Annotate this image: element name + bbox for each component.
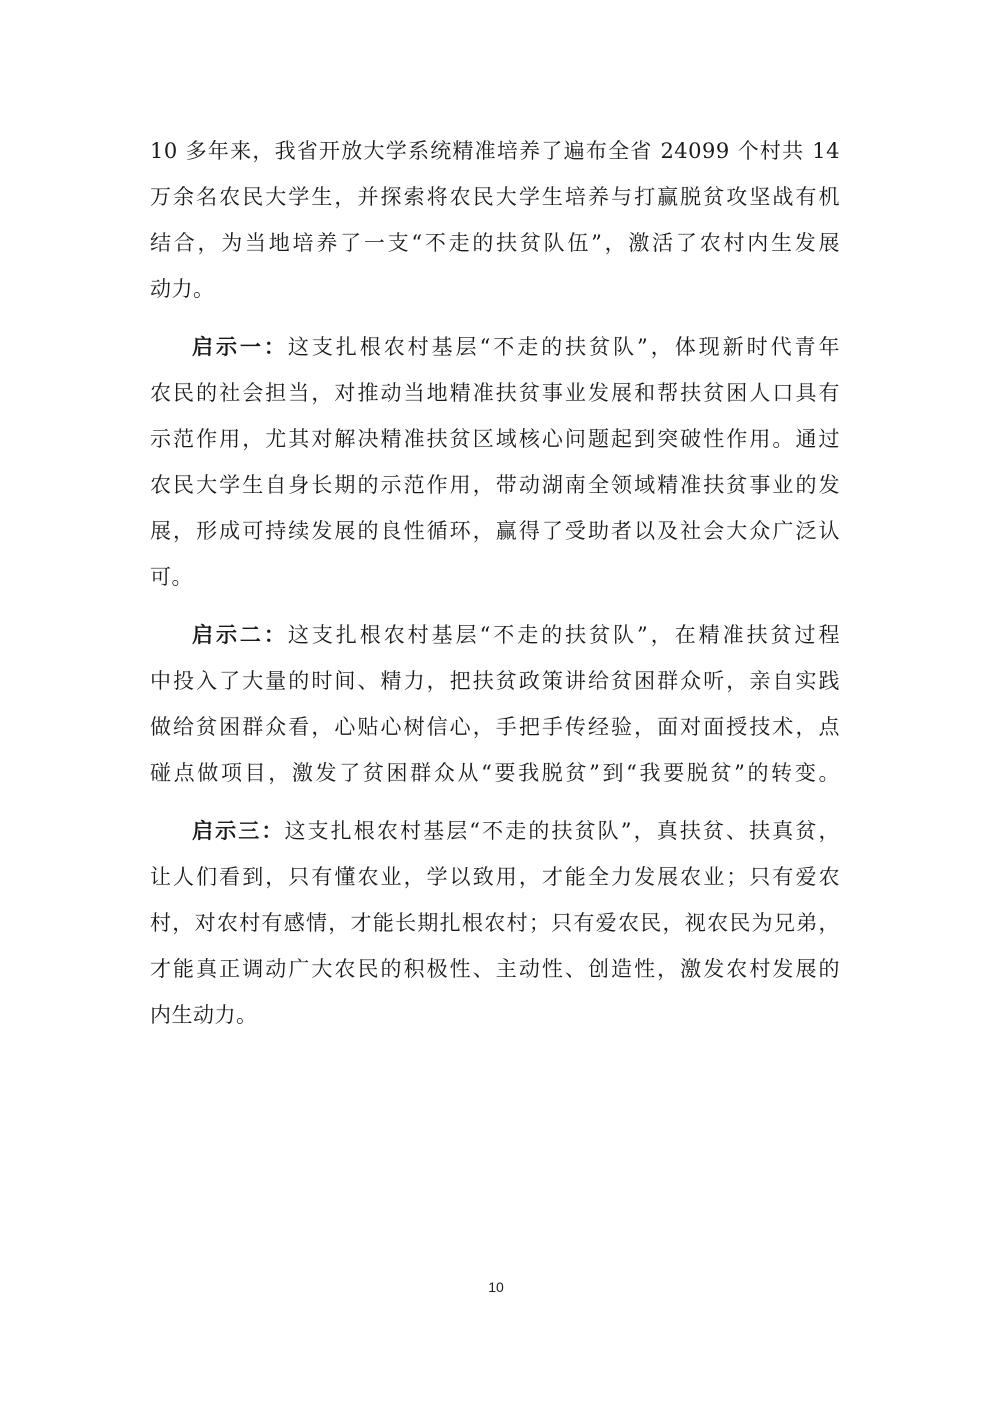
text-line: 农民的社会担当，对推动当地精准扶贫事业发展和帮扶贫困人口具有 bbox=[150, 381, 840, 405]
paragraph-insight-3 bbox=[150, 808, 840, 1038]
text-line: 碰点做项目，激发了贫困群众从“要我脱贫”到“我要脱贫”的转变。 bbox=[150, 761, 840, 785]
insight-heading: 启示一： bbox=[192, 335, 288, 359]
text-line: 做给贫困群众看，心贴心树信心，手把手传经验，面对面授技术，点 bbox=[150, 715, 840, 739]
text-line bbox=[150, 324, 840, 370]
body-text bbox=[150, 128, 840, 1050]
text-line-body: 这支扎根农村基层“不走的扶贫队”，真扶贫、扶真贫， bbox=[284, 819, 840, 843]
paragraph-intro bbox=[150, 128, 840, 312]
text-line: 让人们看到，只有懂农业，学以致用，才能全力发展农业；只有爱农 bbox=[150, 865, 840, 889]
text-line-body: 这支扎根农村基层“不走的扶贫队”，体现新时代青年 bbox=[287, 335, 840, 359]
text-line: 中投入了大量的时间、精力，把扶贫政策讲给贫困群众听，亲自实践 bbox=[150, 669, 840, 693]
text-line bbox=[150, 612, 840, 658]
text-line-body: 这支扎根农村基层“不走的扶贫队”，在精准扶贫过程 bbox=[287, 623, 840, 647]
insight-heading: 启示二： bbox=[192, 623, 288, 647]
text-line: 万余名农民大学生，并探索将农民大学生培养与打赢脱贫攻坚战有机 bbox=[150, 185, 840, 209]
text-line: 内生动力。 bbox=[150, 1003, 258, 1027]
text-line: 村，对农村有感情，才能长期扎根农村；只有爱农民，视农民为兄弟， bbox=[150, 911, 840, 935]
paragraph-insight-2 bbox=[150, 612, 840, 796]
text-line: 动力。 bbox=[150, 277, 215, 301]
text-line: 示范作用，尤其对解决精准扶贫区域核心问题起到突破性作用。通过 bbox=[150, 427, 840, 451]
text-line: 才能真正调动广大农民的积极性、主动性、创造性，激发农村发展的 bbox=[150, 957, 840, 981]
paragraph-insight-1 bbox=[150, 324, 840, 600]
text-line: 10 多年来，我省开放大学系统精准培养了遍布全省 24099 个村共 14 bbox=[150, 139, 840, 163]
insight-heading: 启示三： bbox=[192, 819, 285, 843]
page-number: 10 bbox=[488, 1279, 504, 1295]
text-line: 结合，为当地培养了一支“不走的扶贫队伍”，激活了农村内生发展 bbox=[150, 231, 840, 255]
text-line: 展，形成可持续发展的良性循环，赢得了受助者以及社会大众广泛认 bbox=[150, 519, 840, 543]
text-line: 可。 bbox=[150, 565, 193, 589]
text-line: 农民大学生自身长期的示范作用，带动湖南全领域精准扶贫事业的发 bbox=[150, 473, 840, 497]
text-line bbox=[150, 808, 840, 854]
